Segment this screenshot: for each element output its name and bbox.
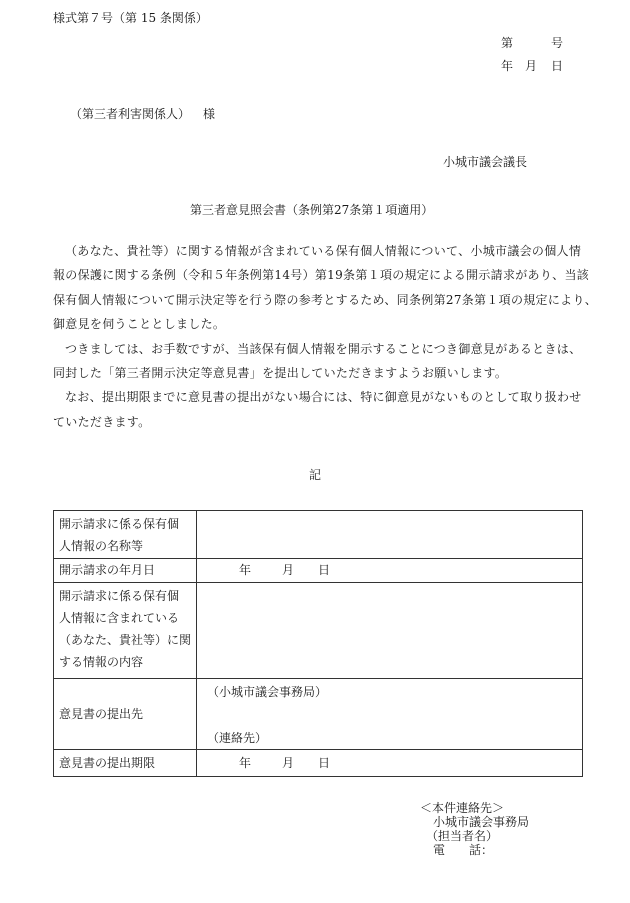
form-number: 様式第７号（第 15 条関係） xyxy=(53,11,208,25)
contact-block xyxy=(420,801,529,857)
label-line: （あなた、貴社等）に関 xyxy=(59,633,192,647)
body-line: なお、提出期限までに意見書の提出がない場合には、特に御意見がないものとして取り扱わせ xyxy=(65,390,582,405)
deadline-day-label: 日 xyxy=(318,756,331,770)
body-line: 同封した「第三者開示決定等意見書」を提出していただきますようお願いします。 xyxy=(53,366,508,381)
deadline-month-label: 月 xyxy=(282,756,295,770)
body-paragraph-3 xyxy=(53,385,588,434)
request-year-label: 年 xyxy=(239,563,252,577)
document-number-label: 第 xyxy=(501,36,514,50)
table-row-info-content xyxy=(54,583,583,679)
body-text xyxy=(53,239,598,434)
table-row-deadline xyxy=(54,750,583,777)
body-line: ていただきます。 xyxy=(53,414,151,429)
contact-office: 小城市議会事務局 xyxy=(433,815,530,829)
label-line: 開示請求に係る保有個 xyxy=(59,517,180,531)
addressee-name: （第三者利害関係人） xyxy=(70,107,191,121)
value-target-info xyxy=(197,511,583,559)
body-line: 報の保護に関する条例（令和５年条例第14号）第19条第１項の規定による開示請求があり、当該 xyxy=(53,268,590,283)
contact-header: ＜本件連絡先＞ xyxy=(420,801,505,815)
value-info-content xyxy=(197,583,583,679)
label-line: 開示請求に係る保有個 xyxy=(59,589,180,603)
label-line: 人情報に含まれている xyxy=(59,611,180,625)
label-line: 人情報の名称等 xyxy=(59,539,144,553)
date-month-label: 月 xyxy=(525,59,538,73)
label-info-content xyxy=(54,583,197,679)
value-submission-dest xyxy=(197,679,583,750)
label-submission-dest: 意見書の提出先 xyxy=(54,679,197,750)
table-row-request-date xyxy=(54,559,583,583)
deadline-year-label: 年 xyxy=(239,756,252,770)
table-row-target-info xyxy=(54,511,583,559)
document-number-suffix: 号 xyxy=(551,36,564,50)
request-month-label: 月 xyxy=(282,563,295,577)
label-target-info xyxy=(54,511,197,559)
submission-contact: （連絡先） xyxy=(207,731,268,745)
ki-heading: 記 xyxy=(309,468,322,482)
body-line: つきましては、お手数ですが、当該保有個人情報を開示することにつき御意見があるときは、 xyxy=(65,341,582,356)
body-line: （あなた、貴社等）に関する情報が含まれている保有個人情報について、小城市議会の個人情 xyxy=(65,244,582,258)
value-request-date xyxy=(197,559,583,583)
label-deadline: 意見書の提出期限 xyxy=(54,750,197,777)
sender-name: 小城市議会議長 xyxy=(443,155,528,169)
submission-office: （小城市議会事務局） xyxy=(207,685,328,699)
addressee-honorific: 様 xyxy=(203,107,216,121)
contact-phone: 電 話： xyxy=(433,843,494,857)
body-line: 保有個人情報について開示決定等を行う際の参考とするため、同条例第27条第１項の規定により、 xyxy=(53,292,598,307)
date-year-label: 年 xyxy=(501,59,514,73)
table-row-submission-dest xyxy=(54,679,583,750)
date-day-label: 日 xyxy=(551,59,564,73)
body-paragraph-1 xyxy=(53,239,598,337)
request-day-label: 日 xyxy=(318,563,331,577)
body-paragraph-2 xyxy=(53,337,588,386)
value-deadline xyxy=(197,750,583,777)
body-line: 御意見を伺うこととしました。 xyxy=(53,317,226,332)
info-table xyxy=(53,510,583,777)
contact-person: （担当者名） xyxy=(426,829,499,843)
label-line: する情報の内容 xyxy=(59,655,144,669)
document-title: 第三者意見照会書（条例第27条第１項適用） xyxy=(190,203,434,217)
label-request-date: 開示請求の年月日 xyxy=(54,559,197,583)
